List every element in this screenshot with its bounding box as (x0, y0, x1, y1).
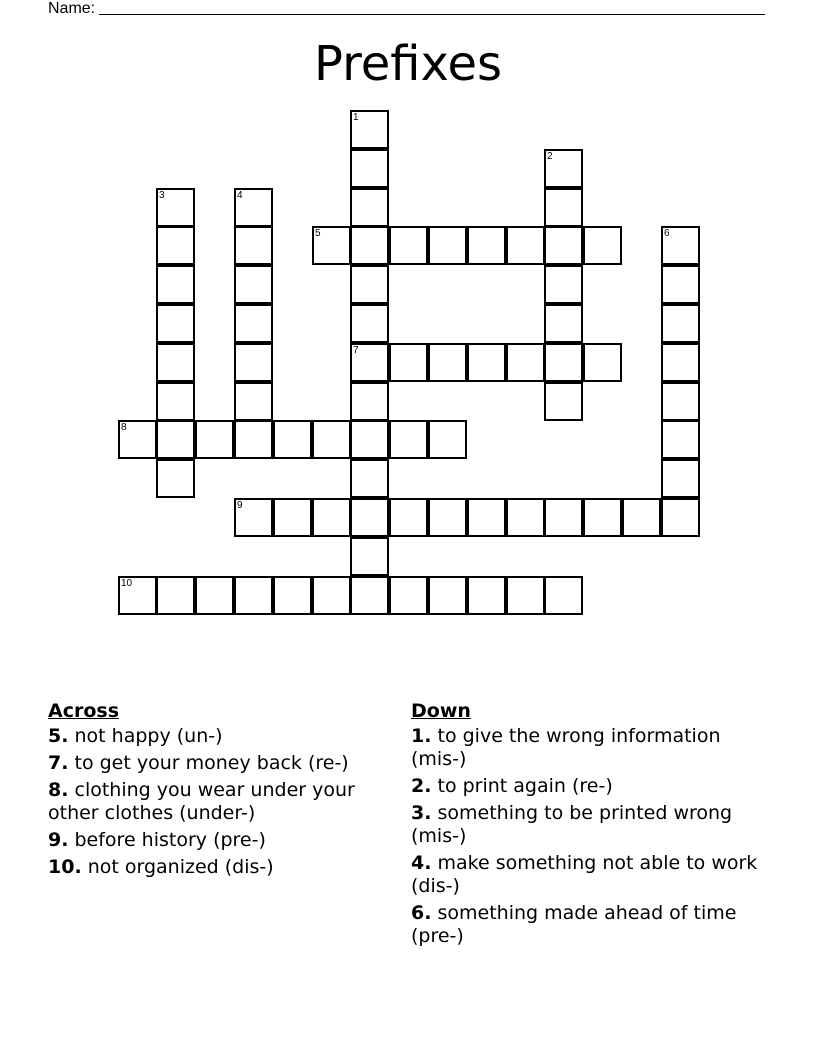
clue-text: something to be printed wrong (mis-) (411, 802, 733, 847)
grid-cell[interactable] (273, 576, 312, 615)
grid-cell[interactable] (350, 420, 389, 459)
grid-cell[interactable] (350, 226, 389, 265)
grid-cell[interactable] (350, 304, 389, 343)
grid-cell[interactable] (661, 304, 700, 343)
clue-num: 4. (411, 852, 432, 874)
grid-cell[interactable] (661, 498, 700, 537)
down-heading: Down (411, 700, 471, 722)
grid-cell[interactable] (467, 576, 506, 615)
clue-number: 9 (237, 500, 243, 511)
clue-number: 5 (315, 228, 321, 239)
grid-cell[interactable] (544, 343, 583, 382)
grid-cell[interactable] (195, 420, 234, 459)
grid-cell[interactable] (350, 459, 389, 498)
grid-cell[interactable] (234, 576, 273, 615)
grid-cell[interactable] (350, 188, 389, 227)
grid-cell[interactable] (350, 576, 389, 615)
grid-cell[interactable] (661, 420, 700, 459)
clue-text: clothing you wear under your other clothes (under-) (48, 779, 355, 824)
grid-cell[interactable] (661, 226, 700, 265)
clue-number: 8 (121, 422, 127, 433)
across-clue (48, 725, 388, 748)
grid-cell[interactable] (156, 304, 195, 343)
grid-cell[interactable] (583, 343, 622, 382)
clue-text: make something not able to work (dis-) (411, 852, 758, 897)
across-clue (48, 856, 388, 879)
clue-number: 2 (547, 151, 553, 162)
across-clues (48, 700, 388, 883)
across-heading: Across (48, 700, 120, 722)
clue-number: 3 (159, 190, 165, 201)
clue-num: 7. (48, 752, 69, 774)
grid-cell[interactable] (156, 343, 195, 382)
grid-cell[interactable] (661, 382, 700, 421)
grid-cell[interactable] (273, 420, 312, 459)
grid-cell[interactable] (312, 576, 351, 615)
grid-cell[interactable] (312, 226, 351, 265)
grid-cell[interactable] (312, 420, 351, 459)
grid-cell[interactable] (506, 498, 545, 537)
grid-cell[interactable] (506, 343, 545, 382)
grid-cell[interactable] (467, 226, 506, 265)
grid-cell[interactable] (312, 498, 351, 537)
grid-cell[interactable] (156, 265, 195, 304)
grid-cell[interactable] (467, 343, 506, 382)
grid-cell[interactable] (544, 382, 583, 421)
clue-num: 5. (48, 725, 69, 747)
clue-number: 1 (353, 112, 359, 123)
grid-cell[interactable] (544, 265, 583, 304)
clue-num: 2. (411, 775, 432, 797)
grid-cell[interactable] (428, 226, 467, 265)
clue-text: to give the wrong information (mis-) (411, 725, 721, 770)
grid-cell[interactable] (544, 498, 583, 537)
grid-cell[interactable] (234, 304, 273, 343)
grid-cell[interactable] (195, 576, 234, 615)
clue-number: 7 (353, 345, 359, 356)
grid-cell[interactable] (350, 149, 389, 188)
clue-num: 6. (411, 902, 432, 924)
grid-cell[interactable] (350, 537, 389, 576)
clue-text: not organized (dis-) (81, 856, 274, 878)
grid-cell[interactable] (350, 382, 389, 421)
clue-number: 4 (237, 190, 243, 201)
grid-cell[interactable] (544, 188, 583, 227)
across-clue (48, 752, 388, 775)
grid-cell[interactable] (156, 188, 195, 227)
clue-number: 6 (664, 228, 670, 239)
clue-number: 10 (121, 578, 133, 589)
grid-cell[interactable] (234, 188, 273, 227)
clue-num: 1. (411, 725, 432, 747)
grid-cell[interactable] (544, 149, 583, 188)
grid-cell[interactable] (234, 498, 273, 537)
grid-cell[interactable] (350, 265, 389, 304)
grid-cell[interactable] (544, 304, 583, 343)
clue-text: before history (pre-) (68, 829, 266, 851)
grid-cell[interactable] (389, 498, 428, 537)
clue-text: something made ahead of time (pre-) (411, 902, 737, 947)
page-title: Prefixes (313, 36, 502, 92)
grid-cell[interactable] (118, 420, 157, 459)
grid-cell[interactable] (156, 226, 195, 265)
clue-num: 3. (411, 802, 432, 824)
across-clue (48, 779, 388, 825)
across-clue (48, 829, 388, 852)
grid-cell[interactable] (350, 498, 389, 537)
grid-cell[interactable] (389, 343, 428, 382)
grid-cell[interactable] (428, 576, 467, 615)
grid-cell[interactable] (428, 498, 467, 537)
name-label: Name: (48, 0, 96, 17)
clue-text: to print again (re-) (431, 775, 613, 797)
clue-text: to get your money back (re-) (68, 752, 349, 774)
down-clue-list (411, 725, 771, 948)
grid-cell[interactable] (156, 459, 195, 498)
grid-cell[interactable] (273, 498, 312, 537)
grid-cell[interactable] (234, 420, 273, 459)
grid-cell[interactable] (428, 343, 467, 382)
grid-cell[interactable] (467, 498, 506, 537)
down-clue (411, 775, 771, 798)
grid-cell[interactable] (583, 226, 622, 265)
grid-cell[interactable] (350, 110, 389, 149)
grid-cell[interactable] (544, 576, 583, 615)
down-clues (411, 700, 771, 952)
grid-cell[interactable] (156, 382, 195, 421)
grid-cell[interactable] (506, 226, 545, 265)
clue-num: 8. (48, 779, 69, 801)
clue-text: not happy (un-) (68, 725, 223, 747)
grid-cell[interactable] (234, 343, 273, 382)
grid-cell[interactable] (661, 459, 700, 498)
grid-cell[interactable] (118, 576, 157, 615)
across-clue-list (48, 725, 388, 879)
down-clue (411, 852, 771, 898)
grid-cell[interactable] (544, 226, 583, 265)
grid-cell[interactable] (234, 226, 273, 265)
down-clue (411, 902, 771, 948)
grid-cell[interactable] (350, 343, 389, 382)
grid-cell[interactable] (389, 420, 428, 459)
grid-cell[interactable] (583, 498, 622, 537)
clue-num: 9. (48, 829, 69, 851)
grid-cell[interactable] (234, 265, 273, 304)
grid-cell[interactable] (156, 420, 195, 459)
grid-cell[interactable] (389, 226, 428, 265)
grid-cell[interactable] (661, 343, 700, 382)
grid-cell[interactable] (234, 382, 273, 421)
down-clue (411, 725, 771, 771)
grid-cell[interactable] (506, 576, 545, 615)
down-clue (411, 802, 771, 848)
grid-cell[interactable] (622, 498, 661, 537)
grid-cell[interactable] (661, 265, 700, 304)
clue-num: 10. (48, 856, 82, 878)
grid-cell[interactable] (428, 420, 467, 459)
grid-cell[interactable] (156, 576, 195, 615)
grid-cell[interactable] (389, 576, 428, 615)
